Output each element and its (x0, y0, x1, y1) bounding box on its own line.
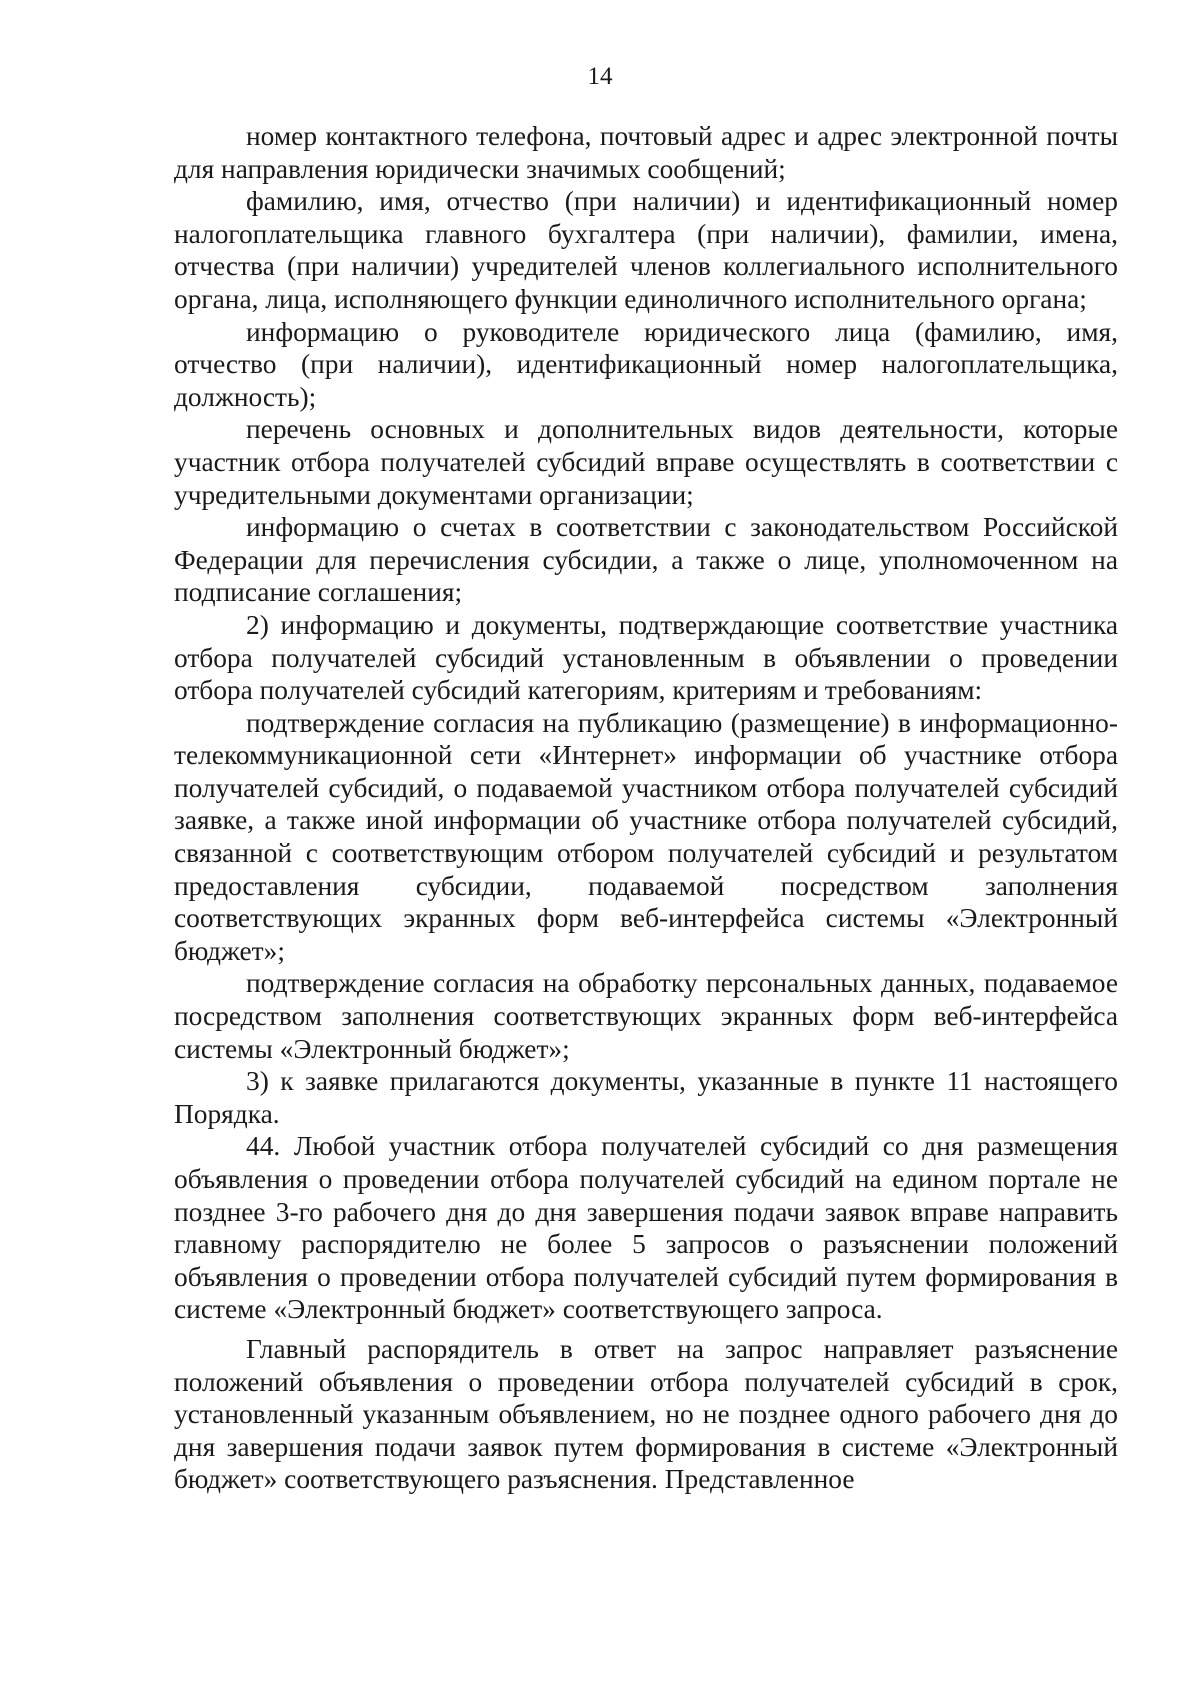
paragraph-personal-data-consent: подтверждение согласия на обработку персональных данных, подаваемое посредством заполнения соответствующих экранных форм веб-интерфейса системы «Электронный бюджет»; (174, 968, 1118, 1064)
paragraph-publication-consent: подтверждение согласия на публикацию (размещение) в информационно-телекоммуникационной сети «Интернет» информации об участнике отбора получателей субсидий, о подаваемой участником отбора получателей субсидий заявке, а также иной информации об участнике отбора получателей субсидий, связанной с соответствующим отбором получателей субсидий и результатом предоставления субсидии, подаваемой посредством заполнения соответствующих экранных форм веб-интерфейса системы «Электронный бюджет»; (174, 707, 1118, 966)
paragraph-activities: перечень основных и дополнительных видов деятельности, которые участник отбора получателей субсидий вправе осуществлять в соответствии с учредительными документами организации; (174, 414, 1118, 510)
paragraph-item-2: 2) информацию и документы, подтверждающие соответствие участника отбора получателей субсидий установленным в объявлении о проведении отбора получателей субсидий категориям, критериям и требованиям: (174, 609, 1118, 706)
paragraph-head-info: информацию о руководителе юридического лица (фамилию, имя, отчество (при наличии), идентификационный номер налогоплательщика, должность); (174, 316, 1118, 412)
paragraph-item-3: 3) к заявке прилагаются документы, указанные в пункте 11 настоящего Порядка. (174, 1066, 1118, 1129)
paragraph-accounts: информацию о счетах в соответствии с законодательством Российской Федерации для перечисления субсидии, а также о лице, уполномоченном на подписание соглашения; (174, 512, 1118, 608)
document-body (174, 120, 1118, 1496)
page-number: 14 (587, 63, 613, 90)
paragraph-chief-accountant: фамилию, имя, отчество (при наличии) и идентификационный номер налогоплательщика главного бухгалтера (при наличии), фамилии, имена, отчества (при наличии) учредителей членов коллегиального исполнительного органа, лица, исполняющего функции единоличного исполнительного органа; (174, 186, 1118, 314)
paragraph-item-44: 44. Любой участник отбора получателей субсидий со дня размещения объявления о проведении отбора получателей субсидий на едином портале не позднее 3-го рабочего дня до дня завершения подачи заявок вправе направить главному распорядителю не более 5 запросов о разъяснении положений объявления о проведении отбора получателей субсидий путем формирования в системе «Электронный бюджет» соответствующего запроса. (174, 1131, 1118, 1325)
paragraph-chief-distributor-reply: Главный распорядитель в ответ на запрос направляет разъяснение положений объявления о проведении отбора получателей субсидий в срок, установленный указанным объявлением, но не позднее одного рабочего дня до дня завершения подачи заявок путем формирования в системе «Электронный бюджет» соответствующего разъяснения. Представленное (174, 1333, 1118, 1495)
paragraph-contact-info: номер контактного телефона, почтовый адрес и адрес электронной почты для направления юридически значимых сообщений; (174, 121, 1118, 184)
